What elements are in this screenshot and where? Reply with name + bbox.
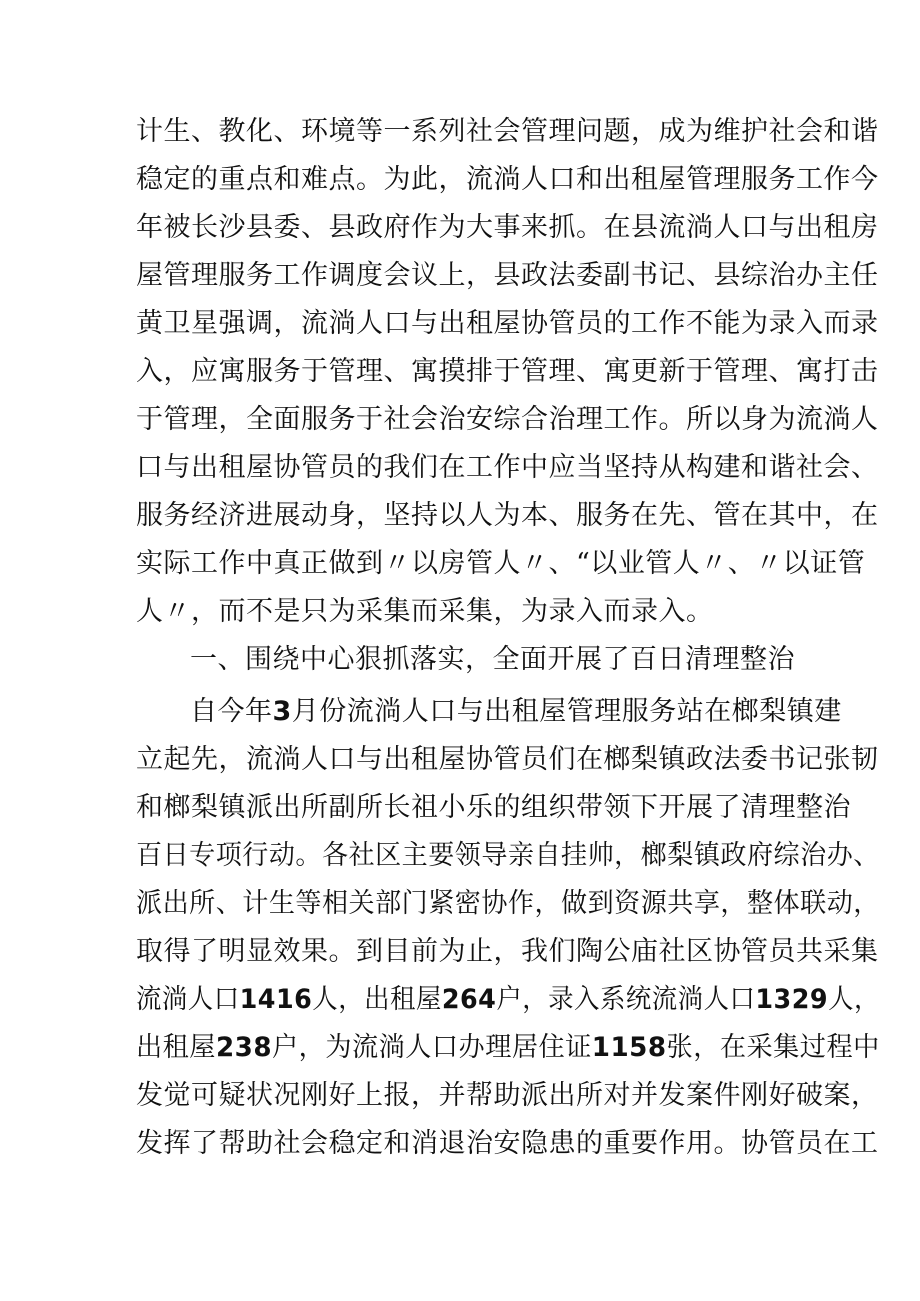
number-value: 3 <box>272 696 292 727</box>
text-line: 稳定的重点和难点。为此，流淌人口和出租屋管理服务工作今 <box>136 164 879 195</box>
text-line: 发觉可疑状况刚好上报，并帮助派出所对并发案件刚好破案， <box>136 1080 879 1111</box>
text-line: 人〃，而不是只为采集而采集，为录入而录入。 <box>136 596 714 627</box>
text-line: 发挥了帮助社会稳定和消退治安隐患的重要作用。协管员在工 <box>136 1128 879 1159</box>
number-value: 1158 <box>591 1032 667 1063</box>
section-heading: 一、围绕中心狠抓落实，全面开展了百日清理整治 <box>190 644 795 675</box>
text-span: 月份流淌人口与出租屋管理服务站在榔梨镇建 <box>291 696 842 727</box>
text-line: 服务经济进展动身，坚持以人为本、服务在先、管在其中，在 <box>136 500 879 531</box>
text-line: 百日专项行动。各社区主要领导亲自挂帅，榔梨镇政府综治办、 <box>136 840 880 871</box>
text-line: 和榔梨镇派出所副所长祖小乐的组织带领下开展了清理整治 <box>136 792 851 823</box>
text-span: 张，在采集过程中 <box>666 1032 880 1063</box>
text-line: 计生、教化、环境等一系列社会管理问题，成为维护社会和谐 <box>136 116 879 147</box>
text-line: 立起先，流淌人口与出租屋协管员们在榔梨镇政法委书记张韧 <box>136 744 879 775</box>
text-line: 实际工作中真正做到〃以房管人〃、“以业管人〃、〃以证管 <box>136 548 866 579</box>
number-value: 264 <box>441 984 497 1015</box>
number-value: 1416 <box>239 984 313 1015</box>
text-line: 屋管理服务工作调度会议上，县政法委副书记、县综治办主任 <box>136 260 879 291</box>
text-line: 年被长沙县委、县政府作为大事来抓。在县流淌人口与出租房 <box>136 212 879 243</box>
text-span: 自今年 <box>190 696 273 727</box>
text-line <box>190 688 842 736</box>
text-line: 派出所、计生等相关部门紧密协作，做到资源共享，整体联动， <box>136 888 880 919</box>
text-span: 人，出租屋 <box>312 984 442 1015</box>
text-line: 黄卫星强调，流淌人口与出租屋协管员的工作不能为录入而录 <box>136 308 879 339</box>
text-line: 取得了明显效果。到目前为止，我们陶公庙社区协管员共采集 <box>136 936 879 967</box>
number-value: 238 <box>215 1032 273 1063</box>
text-span: 出租屋 <box>136 1032 216 1063</box>
text-span: 人， <box>828 984 880 1015</box>
text-line <box>136 976 880 1024</box>
number-value: 1329 <box>755 984 829 1015</box>
text-line: 口与出租屋协管员的我们在工作中应当坚持从构建和谐社会、 <box>136 452 879 483</box>
text-span: 户，录入系统流淌人口 <box>496 984 756 1015</box>
text-line: 入，应寓服务于管理、寓摸排于管理、寓更新于管理、寓打击 <box>136 356 879 387</box>
text-span: 流淌人口 <box>136 984 240 1015</box>
text-span: 户，为流淌人口办理居住证 <box>272 1032 592 1063</box>
text-line: 于管理，全面服务于社会治安综合治理工作。所以身为流淌人 <box>136 404 879 435</box>
text-line <box>136 1024 880 1072</box>
